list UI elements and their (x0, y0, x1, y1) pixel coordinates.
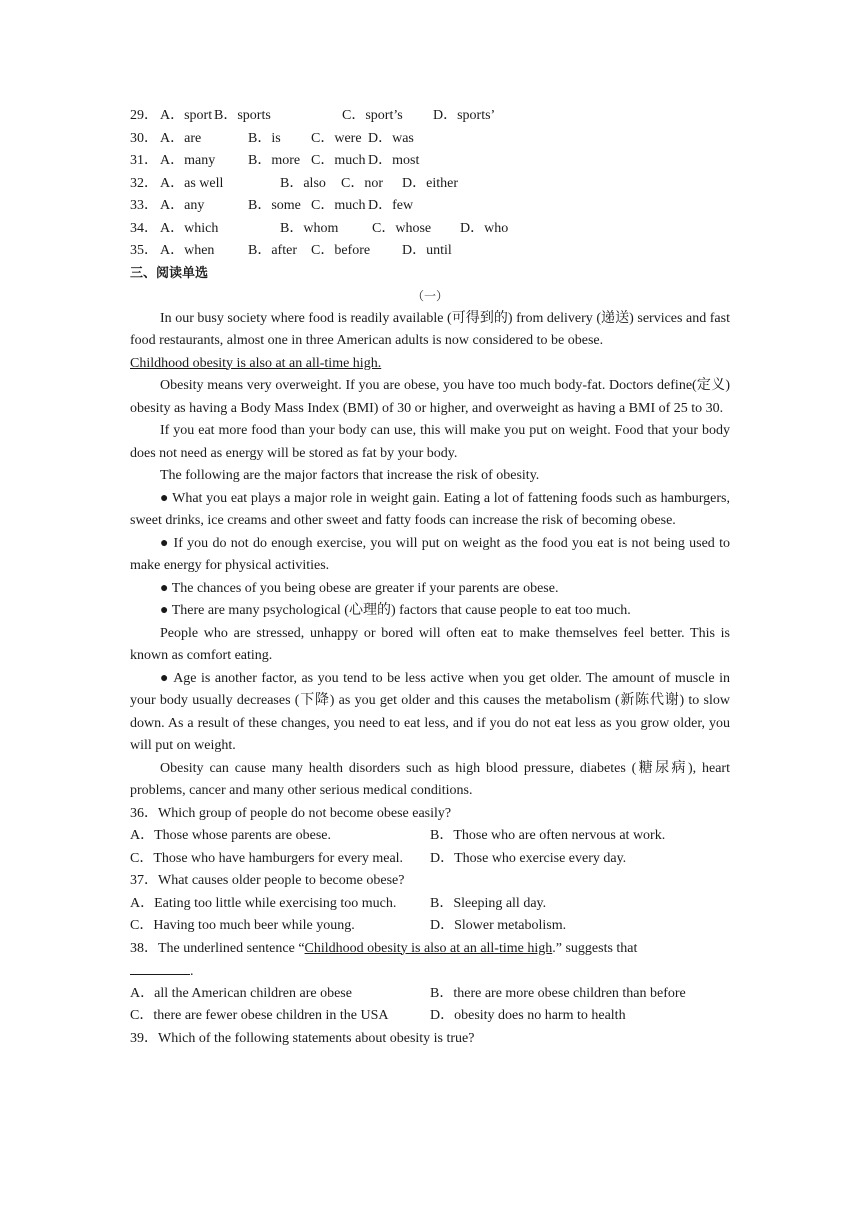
passage-paragraph: The following are the major factors that increase the risk of obesity. (160, 468, 540, 483)
question-36-options-row2 (130, 848, 730, 871)
passage-bullet: ● If you do not do enough exercise, you will put on weight as the food you eat is not being used to make energy for physical activities. (130, 535, 730, 573)
option-d[interactable]: D．Those who exercise every day. (430, 850, 627, 866)
option-a[interactable]: A．Eating too little while exercising too much. (130, 895, 397, 911)
option-b[interactable]: B．after (248, 243, 297, 258)
vocab-question-row (130, 173, 730, 196)
option-a[interactable]: A．many (160, 153, 216, 168)
vocab-question-row (130, 128, 730, 151)
question-37-options-row2 (130, 915, 730, 938)
option-c[interactable]: C．Having too much beer while young. (130, 918, 355, 933)
option-a[interactable]: A．Those whose parents are obese. (130, 828, 331, 843)
option-a[interactable]: A．as well (160, 175, 224, 191)
passage-paragraph: Obesity can cause many health disorders such as high blood pressure, diabetes (糖尿病), heart problems, cancer and many other serious medical conditions. (130, 760, 730, 798)
option-a[interactable]: A．sport (160, 108, 213, 123)
question-36-options-row1 (130, 825, 730, 848)
vocab-question-row (130, 150, 730, 173)
passage-label: （一） (411, 289, 448, 303)
option-d[interactable]: D．until (402, 243, 452, 258)
question-38-options-row2 (130, 1005, 730, 1028)
option-c[interactable]: C．nor (341, 175, 383, 191)
option-c[interactable]: C．were (311, 130, 362, 146)
option-b[interactable]: B．whom (280, 220, 339, 236)
document-page (130, 105, 730, 1050)
option-d[interactable]: D．sports’ (433, 108, 496, 123)
passage-bullet: ● What you eat plays a major role in weight gain. Eating a lot of fattening foods such as hamburgers, sweet drinks, ice creams and other sweet and fatty foods can increase the risk of becoming obese. (130, 490, 730, 528)
option-d[interactable]: D．either (402, 175, 458, 191)
question-38-stem: 38．The underlined sentence “Childhood obesity is also at an all-time high.” suggests that (130, 940, 638, 956)
vocab-question-row (130, 218, 730, 241)
option-d[interactable]: D．who (460, 220, 509, 236)
option-b[interactable]: B．more (248, 153, 301, 168)
option-b[interactable]: B．Those who are often nervous at work. (430, 828, 666, 843)
option-c[interactable]: C．there are fewer obese children in the USA (130, 1008, 389, 1023)
option-d[interactable]: D．obesity does no harm to health (430, 1008, 626, 1023)
question-number: 30． (130, 130, 158, 146)
question-38-options-row1 (130, 983, 730, 1006)
option-b[interactable]: B．also (280, 175, 326, 191)
option-c[interactable]: C．whose (372, 220, 432, 236)
passage-paragraph: In our busy society where food is readily available (可得到的) from delivery (递送) services and fast food restaurants, almost one in three American adults is now considered to be obese. Childhood obesity is also at an all-time high. (130, 310, 730, 371)
vocab-question-row (130, 105, 730, 128)
option-c[interactable]: C．sport’s (342, 108, 403, 123)
question-37-stem: 37．What causes older people to become obese? (130, 873, 405, 888)
vocab-question-list (130, 105, 730, 263)
option-b[interactable]: B．Sleeping all day. (430, 895, 547, 911)
vocab-question-row (130, 195, 730, 218)
passage-paragraph: Obesity means very overweight. If you are obese, you have too much body-fat. Doctors define(定义) obesity as having a Body Mass Index (BMI) of 30 or higher, and overweight as having a BMI of 25 to 30. (130, 378, 730, 416)
question-number: 35． (130, 243, 158, 258)
option-c[interactable]: C．much (311, 198, 366, 213)
option-a[interactable]: A．which (160, 220, 219, 236)
question-39-stem: 39．Which of the following statements about obesity is true? (130, 1030, 475, 1046)
option-d[interactable]: D．Slower metabolism. (430, 918, 567, 933)
question-number: 32． (130, 175, 158, 191)
passage-bullet: ● There are many psychological (心理的) factors that cause people to eat too much. (160, 603, 631, 618)
option-c[interactable]: C．before (311, 243, 371, 258)
question-number: 33． (130, 198, 158, 213)
passage-paragraph: If you eat more food than your body can use, this will make you put on weight. Food that your body does not need as energy will be stored as fat by your body. (130, 423, 730, 461)
option-b[interactable]: B．some (248, 198, 301, 213)
vocab-question-row (130, 240, 730, 263)
question-37-options-row1 (130, 893, 730, 916)
question-number: 34． (130, 220, 158, 236)
question-36-stem: 36．Which group of people do not become obese easily? (130, 805, 452, 821)
question-number: 29． (130, 108, 158, 123)
option-a[interactable]: A．when (160, 243, 215, 258)
option-b[interactable]: B．sports (214, 108, 271, 123)
option-c[interactable]: C．Those who have hamburgers for every meal. (130, 850, 404, 866)
option-b[interactable]: B．there are more obese children than before (430, 985, 686, 1001)
option-a[interactable]: A．any (160, 198, 205, 213)
option-d[interactable]: D．was (368, 130, 414, 146)
passage-bullet: ● Age is another factor, as you tend to be less active when you get older. The amount of muscle in your body usually decreases (下降) as you get older and this causes the metabolism (新陈代谢) to slow down. As a result of these changes, you need to eat less, and if you do not eat less as you grow older, you will put on weight. (130, 670, 730, 753)
option-b[interactable]: B．is (248, 130, 281, 146)
underlined-sentence: Childhood obesity is also at an all-time high. (130, 355, 382, 371)
option-c[interactable]: C．much (311, 153, 366, 168)
option-a[interactable]: A．all the American children are obese (130, 985, 352, 1001)
option-d[interactable]: D．few (368, 198, 414, 213)
option-a[interactable]: A．are (160, 130, 202, 146)
section-title: 三、阅读单选 (130, 265, 209, 281)
passage-bullet: ● The chances of you being obese are greater if your parents are obese. (160, 580, 559, 596)
answer-blank: . (130, 960, 730, 983)
question-number: 31． (130, 153, 158, 168)
option-d[interactable]: D．most (368, 153, 420, 168)
passage-paragraph: People who are stressed, unhappy or bored will often eat to make themselves feel better. This is known as comfort eating. (130, 625, 730, 663)
